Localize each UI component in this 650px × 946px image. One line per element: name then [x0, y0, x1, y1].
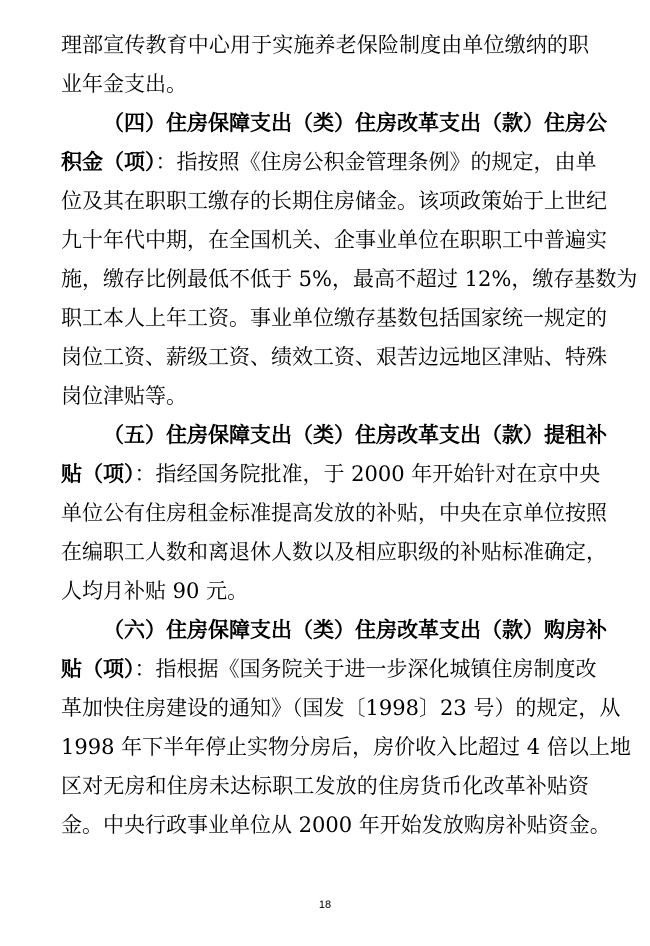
section-heading: 贴（项）	[61, 656, 135, 681]
body-text-line	[61, 810, 611, 840]
section-heading-line	[103, 108, 607, 138]
section-heading: 贴（项）	[61, 461, 135, 486]
body-text-line	[61, 537, 607, 567]
body-text-line	[61, 654, 597, 684]
body-text: 革加快住房建设的通知》（国发〔1998〕23 号）的规定，从	[61, 696, 621, 720]
body-text-line	[61, 498, 607, 528]
body-text-line	[61, 693, 621, 723]
body-text: ：指经国务院批准，于 2000 年开始针对在京中央	[134, 462, 601, 486]
body-text: 位及其在职职工缴存的长期住房储金。该项政策始于上世纪	[61, 189, 607, 213]
body-text-line	[61, 771, 589, 801]
body-text-line	[61, 147, 597, 177]
body-text-line	[61, 381, 589, 411]
body-text-line	[61, 303, 607, 333]
body-text: ：指根据《国务院关于进一步深化城镇住房制度改	[134, 657, 597, 681]
section-heading: 积金（项）	[61, 149, 156, 174]
body-text-line	[61, 264, 638, 294]
body-text-line	[61, 186, 607, 216]
section-heading-line	[103, 615, 607, 645]
body-text: 人均月补贴 90 元。	[61, 579, 249, 603]
body-text: 岗位津贴等。	[61, 384, 187, 408]
body-text: 1998 年下半年停止实物分房后，房价收入比超过 4 倍以上地	[61, 735, 631, 759]
body-text: 理部宣传教育中心用于实施养老保险制度由单位缴纳的职	[61, 33, 589, 57]
body-text: 业年金支出。	[61, 72, 187, 96]
body-text: 岗位工资、薪级工资、绩效工资、艰苦边远地区津贴、特殊	[61, 345, 607, 369]
section-heading: （四）住房保障支出（类）住房改革支出（款）住房公	[103, 110, 607, 135]
body-text: 单位公有住房租金标准提高发放的补贴，中央在京单位按照	[61, 501, 607, 525]
body-text-line	[61, 225, 607, 255]
body-text-line	[61, 459, 601, 489]
section-heading-line	[103, 420, 607, 450]
body-text-line	[61, 69, 589, 99]
body-text-line	[61, 342, 607, 372]
body-text-line	[61, 30, 589, 60]
body-text: 区对无房和住房未达标职工发放的住房货币化改革补贴资	[61, 774, 589, 798]
body-text: 金。中央行政事业单位从 2000 年开始发放购房补贴资金。	[61, 813, 611, 837]
body-text: 施，缴存比例最低不低于 5%，最高不超过 12%，缴存基数为	[61, 267, 638, 291]
page-number: 18	[318, 899, 332, 911]
body-text: 九十年代中期，在全国机关、企事业单位在职职工中普遍实	[61, 228, 607, 252]
body-text: 职工本人上年工资。事业单位缴存基数包括国家统一规定的	[61, 306, 607, 330]
section-heading: （六）住房保障支出（类）住房改革支出（款）购房补	[103, 617, 607, 642]
body-text-line	[61, 732, 631, 762]
body-text-line	[61, 576, 589, 606]
body-text: 在编职工人数和离退休人数以及相应职级的补贴标准确定，	[61, 540, 607, 564]
section-heading: （五）住房保障支出（类）住房改革支出（款）提租补	[103, 422, 607, 447]
body-text: ：指按照《住房公积金管理条例》的规定，由单	[155, 150, 597, 174]
